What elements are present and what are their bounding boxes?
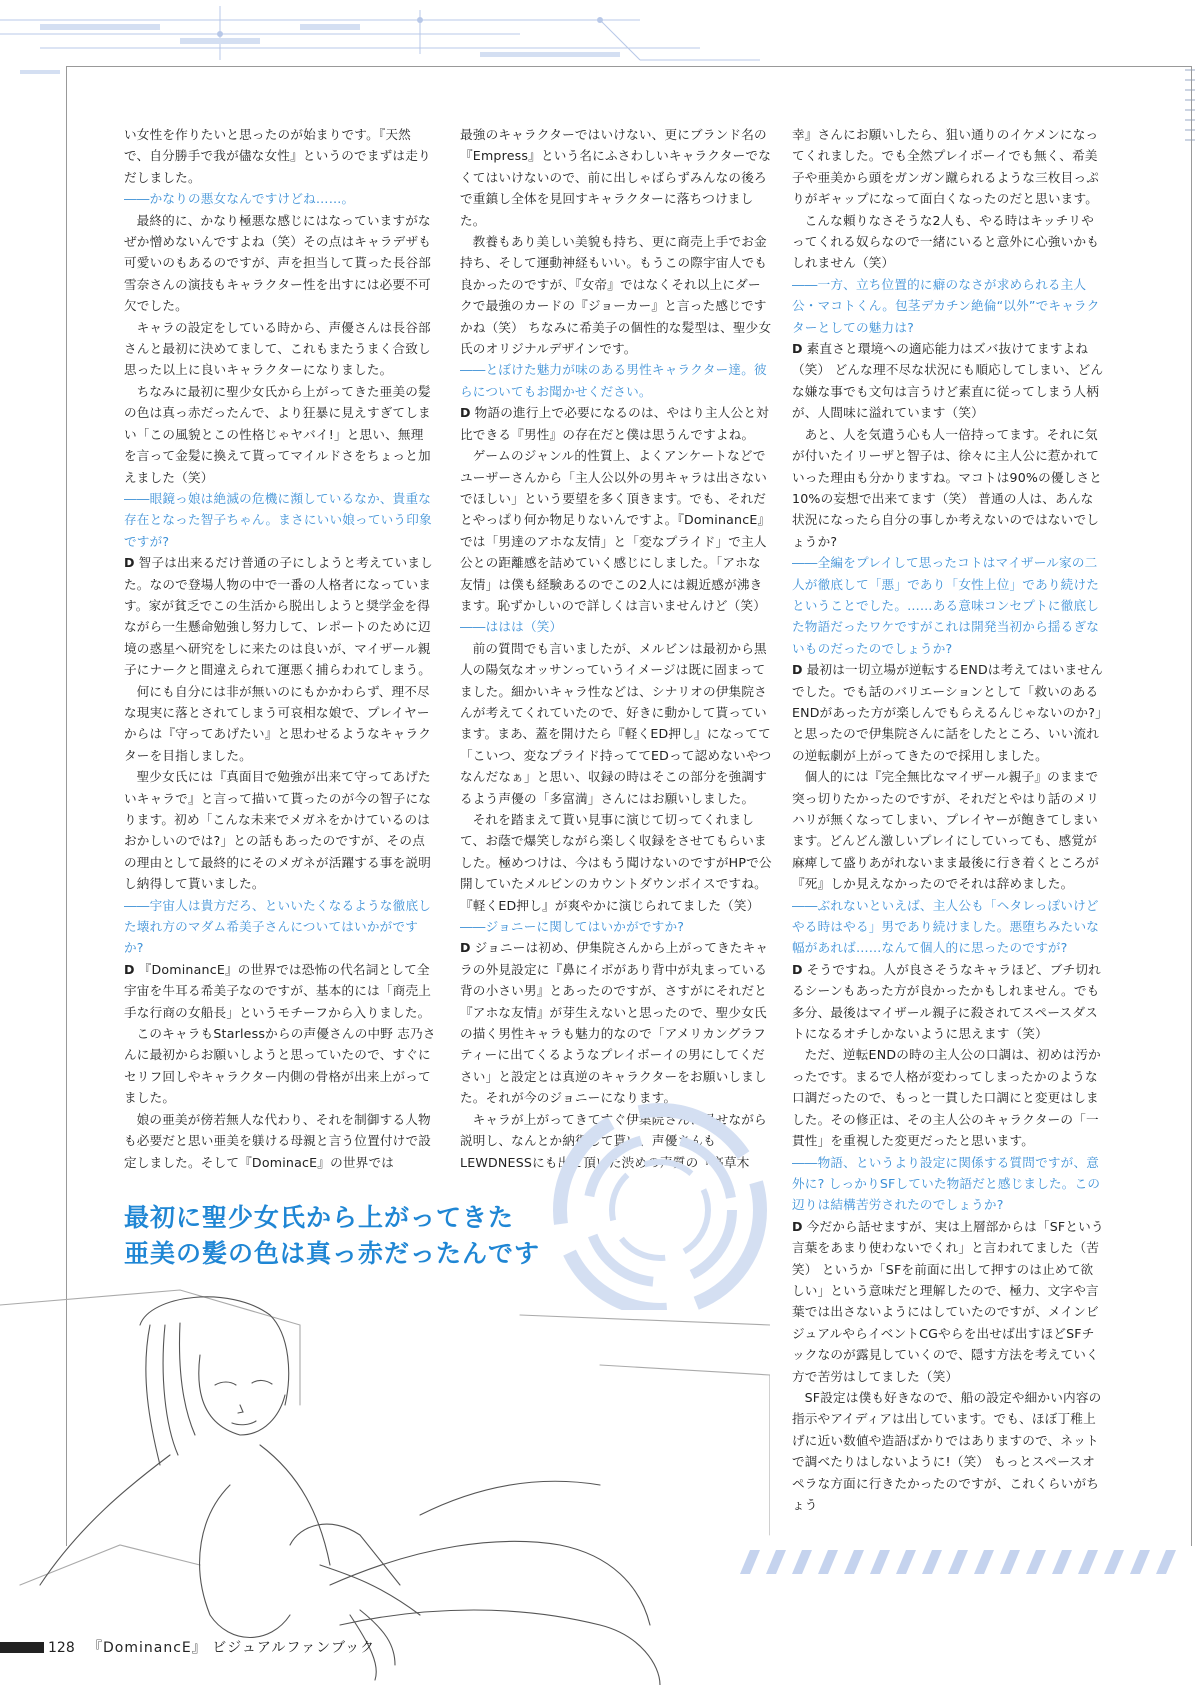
paragraph: キャラが上がってきてすぐ伊集院さんに見せながら説明し、なんとか納得して貰い、声優さんもLEWDNESSにも出て頂いた渋めの声質の『高草木 [460, 1111, 767, 1170]
answer-text: 素直さと環境への適応能力はズバ抜けてますよね（笑） どんな理不尽な状況にも順応してしまい、どんな嫌な事でも文句は言うけど素直に従ってしまう人柄が、人間味に溢れています（笑） [792, 341, 1104, 421]
interview-question: ――ぶれないといえば、主人公も「ヘタレっぽいけどやる時はやる」男であり続けました。悪堕ちみたいな幅があれば……なんて個人的に思ったのですが? [792, 897, 1100, 956]
paragraph: このキャラもStarlessからの声優さんの中野 志乃さんに最初からお願いしようと思っていたので、すぐにセリフ回しやキャラクター内側の骨格が出来上がってました。 [124, 1026, 436, 1106]
interview-question: ――宇宙人は貴方だろ、といいたくなるような徹底した壊れ方のマダム希美子さんについてはいかがですか? [124, 897, 432, 956]
page-footer [0, 1636, 700, 1660]
paragraph: 前の質問でも言いましたが、メルビンは最初から黒人の陽気なオッサンっていうイメージは既に固まってました。細かいキャラ性などは、シナリオの伊集院さんが考えてくれていたので、好きに動かして貰っています。まあ、蓋を開けたら『軽くED押し』になってて「こいつ、変なプライド持っててEDって認めないやつなんだなぁ」と思い、収録の時はそこの部分を強調するよう声優の「多富満」さんにはお願いしました。 [460, 640, 772, 806]
answer-text: 智子は出来るだけ普通の子にしようと考えていました。なので登場人物の中で一番の人格者になっています。家が貧乏でこの生活から脱出しようと奨学金を得ながら一生懸命勉強し努力して、レポートのために辺境の惑星へ研究をしに来たのは良いが、マイザール親子にナークと間違えられて運悪く捕らわれてしまう。 [124, 555, 433, 678]
interview-answer [792, 659, 1104, 766]
page-number: 128 [48, 1640, 75, 1656]
paragraph: 幸』さんにお願いしたら、狙い通りのイケメンになってくれました。でも全然プレイボーイでも無く、希美子や亜美から頭をガンガン蹴られるような三枚目っぷりがギャップになって面白くなったのだと思います。 [792, 127, 1100, 207]
paragraph: ただ、逆転ENDの時の主人公の口調は、初めは汚かったです。まるで人格が変わってしまったかのような口調だったので、もっと一貫した口調にと変更はしました。その修正は、その主人公のキャラクターの「一貫性」を重視した変更だったと思います。 [792, 1047, 1101, 1149]
headline-line-1: 最初に聖少女氏から上がってきた [124, 1203, 515, 1232]
answer-text: 『DominancE』の世界では恐怖の代名詞として全宇宙を牛耳る希美子なのですが、基本的には「商売上手な行商の女船長」というモチーフから入りました。 [124, 961, 432, 1020]
paragraph: い女性を作りたいと思ったのが始まりです。『天然で、自分勝手で我が儘な女性』というのでまずは走りだしました。 [124, 127, 431, 185]
interview-answer [792, 959, 1104, 1045]
paragraph: 最終的に、かなり極悪な感じにはなっていますがなぜか憎めないんですよね（笑）その点はキャラデザも可愛いのもあるのですが、声を担当して貰った長谷部雪奈さんの演技もキャラクター性を出すには必要不可欠でした。 [124, 212, 432, 314]
interview-question: ――全編をプレイして思ったコトはマイザール家の二人が徹底して「悪」であり「女性上位」であり続けたということでした。……ある意味コンセプトに徹底した物語だったワケですがこれは開発当初から揺るぎないものだったのでしょうか? [792, 555, 1100, 656]
headline-line-2: 亜美の髪の色は真っ赤だったんです [124, 1239, 541, 1268]
interview-question: ――物語、というより設定に関係する質問ですが、意外に? しっかりSFしていた物語だと感じました。この辺りは結構苦労されたのでしょうか? [792, 1154, 1101, 1213]
paragraph: こんな頼りなさそうな2人も、やる時はキッチリやってくれる奴らなので一緒にいると意外に心強いかもしれません（笑） [792, 212, 1100, 271]
text-column-1 [124, 124, 436, 1173]
interview-answer [792, 338, 1104, 424]
answer-text: 物語の進行上で必要になるのは、やはり主人公と対比できる『男性』の存在だと僕は思うんですよね。 [460, 405, 769, 442]
speaker-label: D [792, 1218, 803, 1234]
speaker-label: D [124, 961, 135, 977]
book-title: 『DominancE』 ビジュアルファンブック [88, 1640, 376, 1656]
interview-answer [124, 959, 436, 1023]
speaker-label: D [792, 662, 803, 678]
paragraph: 聖少女氏には『真面目で勉強が出来て守ってあげたいキャラで』と言って描いて貰ったのが今の智子になります。初め「こんな未来でメガネをかけているのはおかしいのでは?」との話もあったのですが、その点の理由として最終的にそのメガネが活躍する事を説明し納得して貰いました。 [124, 769, 432, 892]
paragraph: 教養もあり美しい美貌も持ち、更に商売上手でお金持ち、そして運動神経もいい。もうこの際宇宙人でも良かったのですが、『女帝』ではなくそれ以上にダークで最強のカードの『ジョーカー』と言った感じですかね（笑） ちなみに希美子の個性的な髪型は、聖少女氏のオリジナルデザインです。 [460, 234, 772, 357]
paragraph: ちなみに最初に聖少女氏から上がってきた亜美の髪の色は真っ赤だったんで、より狂暴に見えすぎてしまい「この風貌とこの性格じゃヤバイ!」と思い、無理を言って金髪に換えて貰ってマイルドさをちょっと加えました（笑） [124, 383, 431, 485]
line-art-woman-reclining-illustration [0, 1285, 770, 1685]
paragraph: SF設定は僕も好きなので、船の設定や細かい内容の指示やアイディアは出しています。でも、ほぼ丁稚上げに近い数値や造語ばかりではありますので、ネットで調べたりはしないように!（笑） もっとスペースオペラな方面に行きたかったのですが、これくらいがちょう [792, 1389, 1102, 1512]
paragraph: ゲームのジャンル的性質上、よくアンケートなどでユーザーさんから「主人公以外の男キャラは出さないでほしい」という要望を多く頂きます。でも、それだとやっぱり何か物足りないんですよ。『DominancE』では「男達のアホな友情」と「変なプライド」で主人公との距離感を詰めていく感じにしました。「アホな友情」は僕も経験あるのでこの2人には親近感が沸きます。恥ずかしいので詳しくは言いませんけど（笑） [460, 448, 771, 613]
interview-answer [792, 1216, 1104, 1387]
speaker-label: D [460, 405, 471, 421]
interview-answer [124, 552, 436, 680]
interview-question: ――一方、立ち位置的に癖のなさが求められる主人公・マコトくん。包茎デカチン絶倫“以外”でキャラクターとしての魅力は? [792, 276, 1100, 335]
paragraph: 何にも自分には非が無いのにもかかわらず、理不尽な現実に落とされてしまう可哀相な娘で、プレイヤーからは『守ってあげたい』と思わせるようなキャラクターを目指しました。 [124, 683, 432, 763]
text-column-3 [792, 124, 1104, 1515]
paragraph: 最強のキャラクターではいけない、更にブランド名の『Empress』という名にふさわしいキャラクターでなくてはいけないので、前に出しゃばらずみんなの後ろで重鎮し全体を見回すキャラクターに落ちつけました。 [460, 127, 772, 228]
paragraph: 娘の亜美が傍若無人な代わり、それを制御する人物も必要だと思い亜美を躾ける母親と言う位置付けで設定しました。そして『DominacE』の世界では [124, 1111, 432, 1170]
footer-bar [0, 1642, 44, 1653]
answer-text: そうですね。人が良さそうなキャラほど、ブチ切れるシーンもあった方が良かったかもしれません。でも多分、最後はマイザール親子に殺されてスペースダストになるオチしかないように思えます（笑） [792, 961, 1101, 1042]
paragraph: それを踏まえて貰い見事に演じて切ってくれまして、お蔭で爆笑しながら楽しく収録をさせてもらいました。極めつけは、今はもう聞けないのですがHPで公開していたメルビンのカウントダウンボイスですね。『軽くED押し』が爽やかに演じられてました（笑） [460, 812, 772, 913]
interview-question: ――眼鏡っ娘は絶滅の危機に瀕しているなか、貴重な存在となった智子ちゃん。まさにいい娘っていう印象ですが? [124, 490, 432, 549]
interview-question: ――かなりの悪女なんですけどね……。 [124, 191, 355, 207]
speaker-label: D [124, 555, 135, 571]
interview-answer [460, 402, 772, 445]
interview-question: ――ジョニーに関してはいかがですか? [460, 919, 685, 935]
answer-text: ジョニーは初め、伊集院さんから上がってきたキャラの外見設定に『鼻にイボがあり背中が丸まっている背の小さい男』とあったのですが、さすがにそれだと『アホな友情』が芽生えないと思ったので、聖少女氏の描く男性キャラも魅力的なので「アメリカングラフティーに出てくるようなプレイボーイの男にしてください」と設定とは真逆のキャラクターをお願いしました。それが今のジョニーになります。 [460, 940, 769, 1106]
interview-question: ――ははは（笑） [460, 619, 563, 635]
speaker-label: D [460, 940, 471, 956]
answer-text: 最初は一切立場が逆転するENDは考えてはいませんでした。でも話のバリエーションとして「救いのあるENDがあった方が楽しんでもらえるんじゃないのか?」と思ったので伊集院さんに話をしたところ、いい流れの逆転劇が上がってきたので採用しました。 [792, 662, 1104, 763]
speaker-label: D [792, 341, 803, 357]
interview-question: ――とぼけた魅力が味のある男性キャラクター達。彼らについてもお聞かせください。 [460, 362, 767, 399]
interview-answer [460, 937, 772, 1108]
text-column-2 [460, 124, 772, 1173]
paragraph: キャラの設定をしている時から、声優さんは長谷部さんと最初に決めてまして、これもまたうまく合致し思った以上に良いキャラクターになりました。 [124, 319, 431, 378]
paragraph: あと、人を気遣う心も人一倍持ってます。それに気が付いたイリーザと智子は、徐々に主人公に惹かれていった理由も分かりますね。マコトは90%の優しさと10%の妄想で出来てます（笑） 普通の人は、あんな状況になったら自分の事しか考えないのではないでしょうか? [792, 426, 1103, 549]
paragraph: 個人的には『完全無比なマイザール親子』のままで突っ切りたかったのですが、それだとやはり話のメリハリが無くなってしまい、プレイヤーが飽きてしまいます。どんどん激しいプレイにしていっても、感覚が麻痺して盛りあがれないまま最後に行き着くところが『死』しか見えなかったのでそれは辞めました。 [792, 769, 1100, 892]
diagonal-stripes-decoration [740, 1550, 1190, 1574]
speaker-label: D [792, 961, 803, 977]
answer-text: 今だから話せますが、実は上層部からは「SFという言葉をあまり使わないでくれ」と言われてました（苦笑） というか「SFを前面に出して押すのは止めて欲しい」という意味だと理解したので、極力、文字や言葉では出さないようにはしていたのですが、メインビジュアルやらイベントCGやらを出せば出すほどSFチックなのが露見していくので、隠す方法を考えていく方で苦労はしてました（笑） [792, 1218, 1104, 1384]
pull-quote-headline [124, 1200, 684, 1272]
